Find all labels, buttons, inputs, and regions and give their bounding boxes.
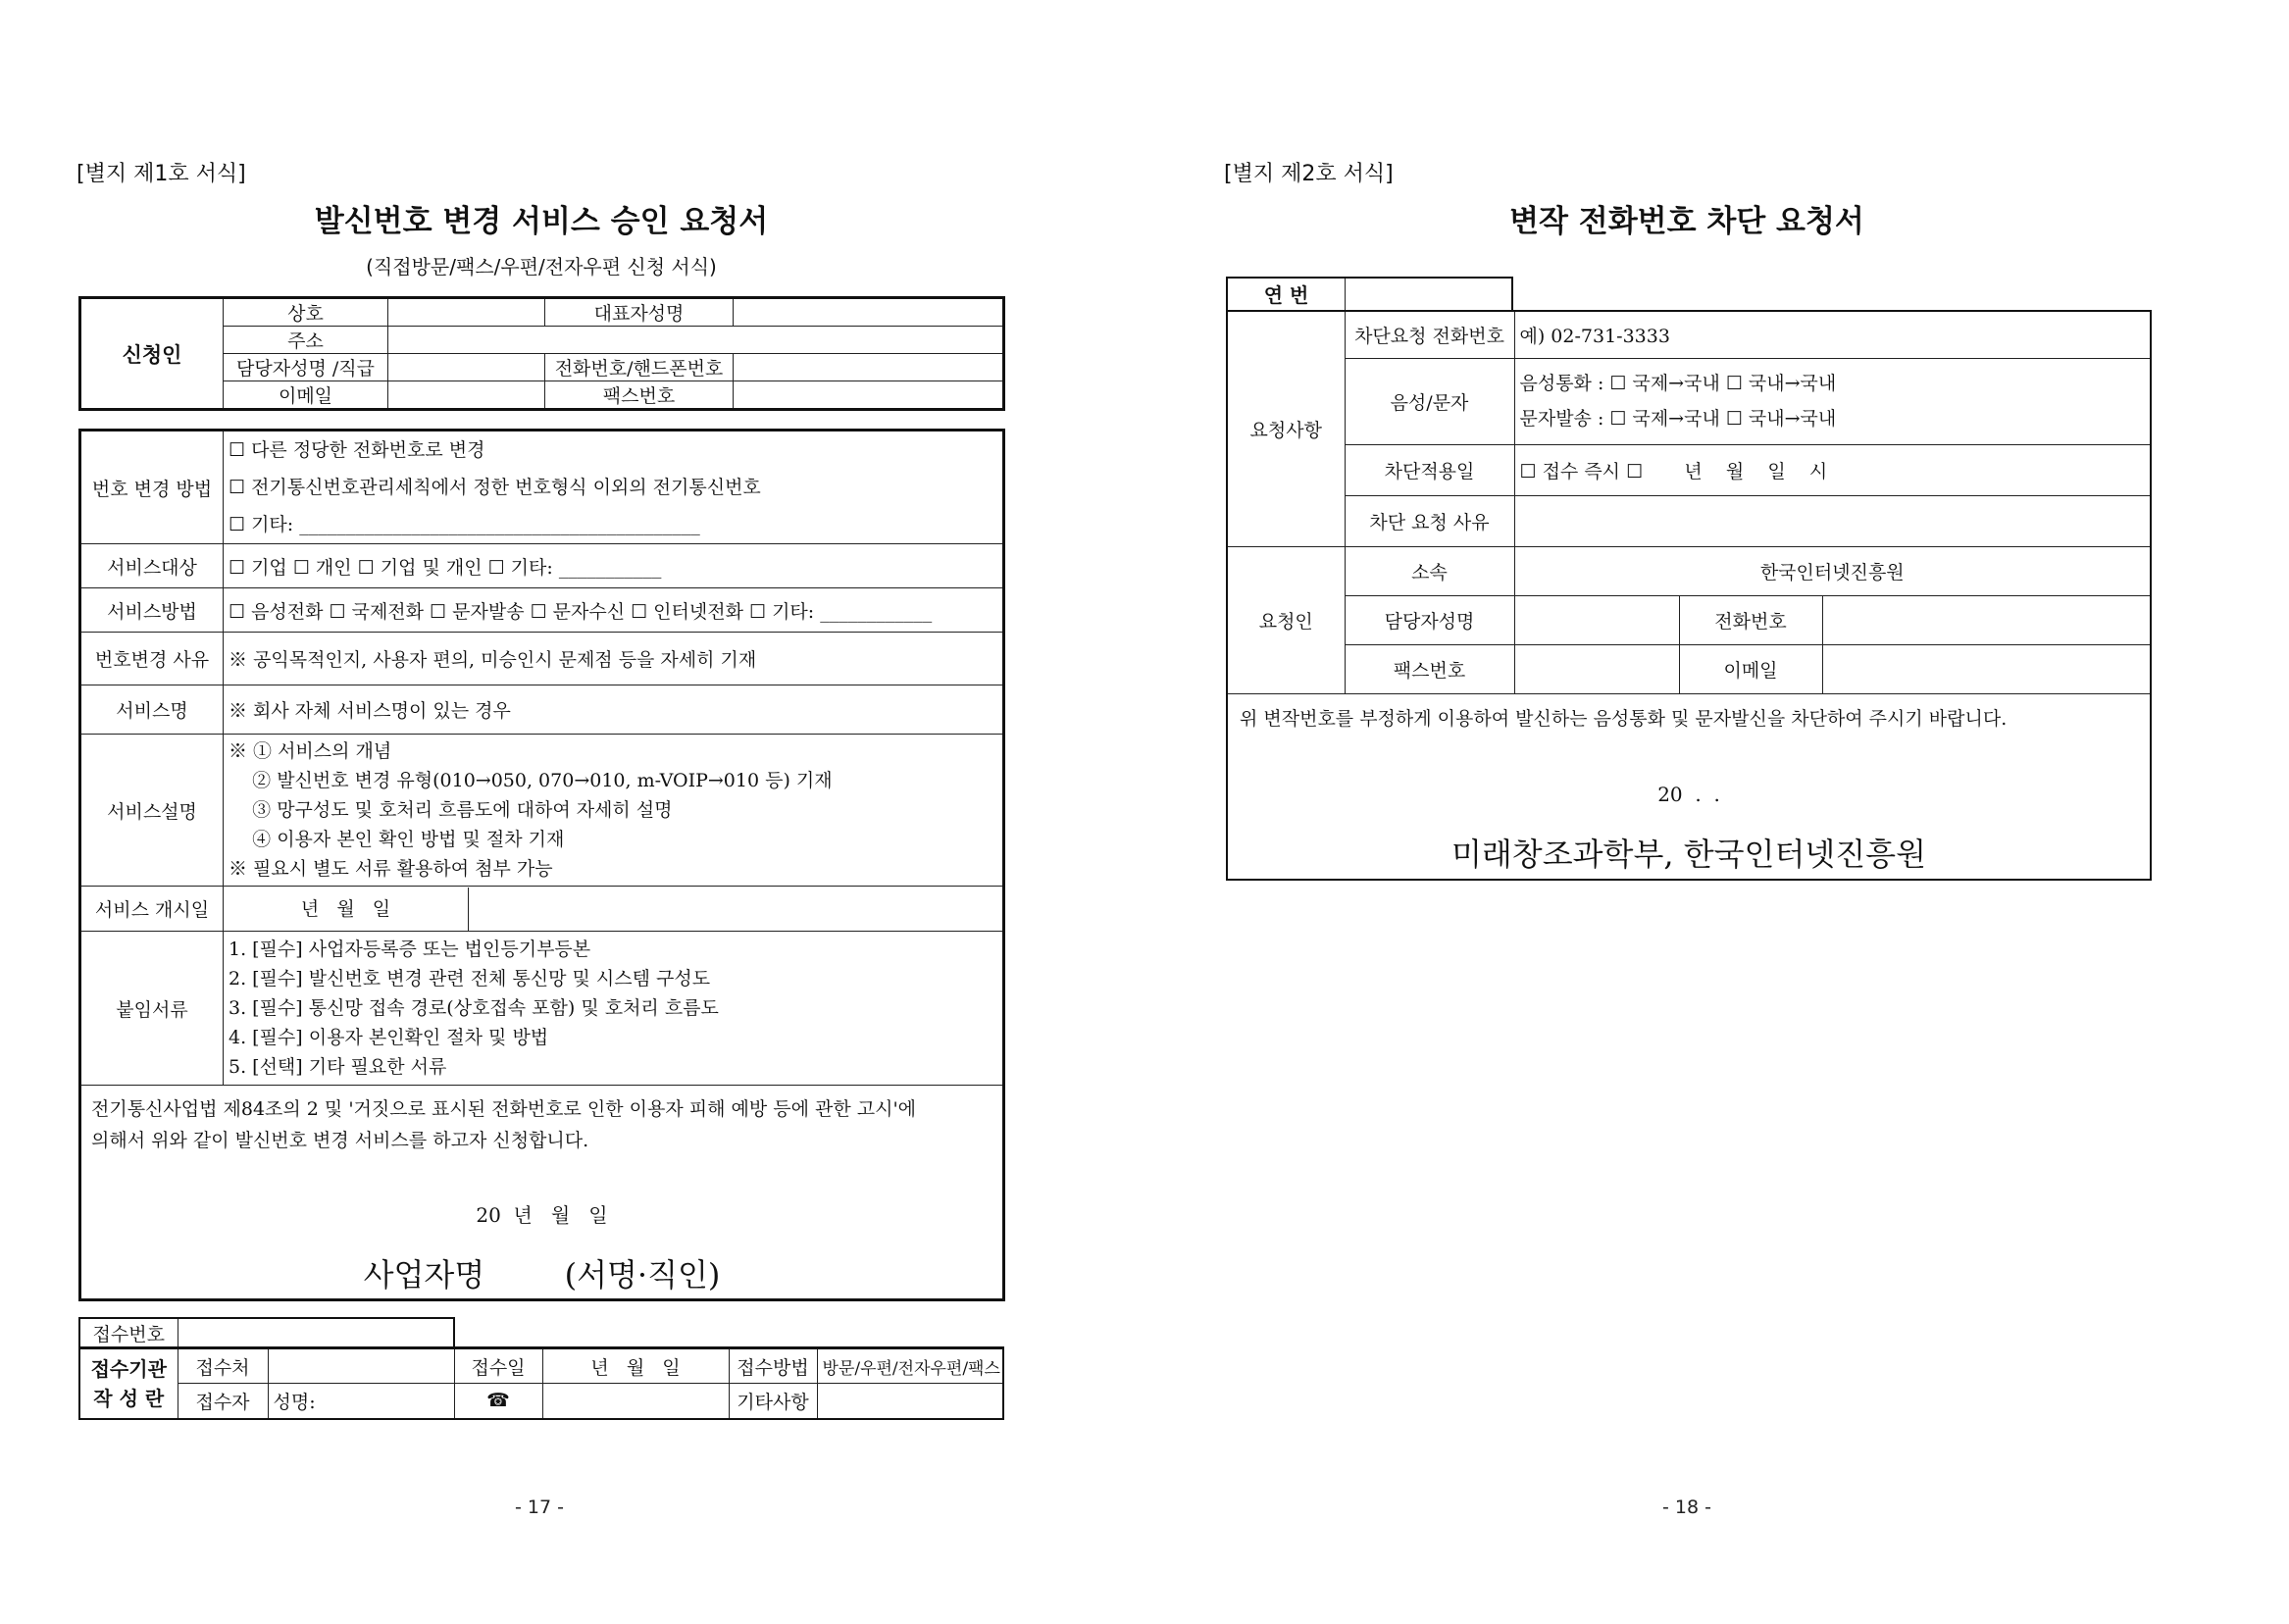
- page-number-left: - 17 -: [515, 1497, 564, 1518]
- address-label: 주소: [224, 327, 388, 354]
- requester-label: 요청인: [1227, 546, 1345, 693]
- org-label: 소속: [1345, 546, 1514, 595]
- change-method-label: 번호 변경 방법: [80, 431, 224, 544]
- service-description-label: 서비스설명: [80, 735, 224, 887]
- address-field[interactable]: [388, 327, 1004, 354]
- page-title-left: 발신번호 변경 서비스 승인 요청서: [314, 204, 769, 239]
- attachment-item: 3. [필수] 통신망 접속 경로(상호접속 포함) 및 호처리 흐름도: [229, 997, 719, 1019]
- phone-field-right[interactable]: [1822, 595, 2151, 644]
- statement-line-2: 의해서 위와 같이 발신번호 변경 서비스를 하고자 신청합니다.: [91, 1130, 589, 1151]
- receipt-number-field[interactable]: [178, 1318, 454, 1347]
- service-target-options[interactable]: ☐ 기업 ☐ 개인 ☐ 기업 및 개인 ☐ 기타: ___________: [224, 544, 1004, 588]
- misc-field[interactable]: [817, 1384, 1003, 1419]
- org-field[interactable]: 한국인터넷진흥원: [1514, 546, 2151, 595]
- receipt-place-field[interactable]: [268, 1348, 454, 1384]
- change-method-option-2[interactable]: ☐ 전기통신번호관리세칙에서 정한 번호형식 이외의 전기통신번호: [229, 477, 761, 498]
- manager-label: 담당자성명 /직급: [224, 354, 388, 381]
- manager-field-right[interactable]: [1514, 595, 1679, 644]
- misc-label: 기타사항: [729, 1384, 817, 1419]
- serial-label: 연 번: [1228, 279, 1346, 312]
- date-line-left: 20 년 월 일: [476, 1203, 608, 1227]
- email-label: 이메일: [224, 381, 388, 410]
- email-field[interactable]: [388, 381, 545, 410]
- page-number-right: - 18 -: [1662, 1497, 1711, 1518]
- receipt-number-table: [78, 1317, 455, 1348]
- ceo-field[interactable]: [734, 298, 1004, 327]
- receipt-table: [78, 1346, 1004, 1420]
- company-field[interactable]: [388, 298, 545, 327]
- voice-call-options[interactable]: 음성통화 : ☐ 국제→국내 ☐ 국내→국내: [1519, 373, 1837, 394]
- service-description-field[interactable]: [224, 735, 1004, 887]
- description-line: ※ ① 서비스의 개념: [229, 740, 392, 762]
- statement-block: [80, 1086, 1004, 1300]
- service-method-label: 서비스방법: [80, 588, 224, 633]
- attachments-list: [224, 932, 1004, 1086]
- receipt-number-label: 접수번호: [79, 1318, 178, 1347]
- change-method-options[interactable]: [224, 431, 1004, 544]
- apply-date-options[interactable]: ☐ 접수 즉시 ☐ 년 월 일 시: [1514, 444, 2151, 495]
- block-statement: 위 변작번호를 부정하게 이용하여 발신하는 음성통화 및 문자발신을 차단하여 주시기 바랍니다.: [1240, 707, 2008, 730]
- service-start-field[interactable]: [224, 887, 1004, 932]
- phone-icon: ☎: [454, 1384, 542, 1419]
- receipt-method-label: 접수방법: [729, 1348, 817, 1384]
- voice-sms-label: 음성/문자: [1345, 358, 1514, 444]
- signature-left[interactable]: 사업자명 (서명·직인): [363, 1256, 721, 1294]
- page-title-right: 변작 전화번호 차단 요청서: [1509, 204, 1864, 239]
- email-field-right[interactable]: [1822, 644, 2151, 693]
- change-reason-label: 번호변경 사유: [80, 633, 224, 685]
- apply-date-label: 차단적용일: [1345, 444, 1514, 495]
- company-label: 상호: [224, 298, 388, 327]
- attachment-item: 5. [선택] 기타 필요한 서류: [229, 1056, 447, 1078]
- description-line: ④ 이용자 본인 확인 방법 및 절차 기재: [229, 829, 565, 850]
- phone-field[interactable]: [734, 354, 1004, 381]
- change-method-option-3[interactable]: ☐ 기타: ___________________________________________: [229, 514, 700, 535]
- statement-line-1: 전기통신사업법 제84조의 2 및 '거짓으로 표시된 전화번호로 인한 이용자 피해 예방 등에 관한 고시'에: [91, 1098, 917, 1120]
- service-name-label: 서비스명: [80, 685, 224, 735]
- form-tag-right: [별지 제2호 서식]: [1224, 162, 1394, 186]
- serial-box: [1226, 277, 1513, 312]
- applicant-table: [78, 296, 1005, 411]
- receipt-method-field[interactable]: 방문/우편/전자우편/팩스: [817, 1348, 1003, 1384]
- email-label-right: 이메일: [1679, 644, 1822, 693]
- block-number-field[interactable]: 예) 02-731-3333: [1514, 311, 2151, 358]
- fax-field[interactable]: [734, 381, 1004, 410]
- service-target-label: 서비스대상: [80, 544, 224, 588]
- phone-label: 전화번호/핸드폰번호: [545, 354, 734, 381]
- receiver-name-field[interactable]: [268, 1384, 454, 1419]
- manager-label-right: 담당자성명: [1345, 595, 1514, 644]
- receiver-name-label: 성명:: [273, 1391, 316, 1413]
- ceo-label: 대표자성명: [545, 298, 734, 327]
- description-line: ② 발신번호 변경 유형(010→050, 070→010, m-VOIP→010 등) 기재: [229, 770, 833, 791]
- request-items-label: 요청사항: [1227, 311, 1345, 546]
- request-table: [78, 429, 1005, 1301]
- sms-options[interactable]: 문자발송 : ☐ 국제→국내 ☐ 국내→국내: [1519, 408, 1837, 430]
- fax-label-right: 팩스번호: [1345, 644, 1514, 693]
- receiver-phone-field[interactable]: [542, 1384, 729, 1419]
- block-reason-field[interactable]: [1514, 495, 2151, 546]
- change-reason-field[interactable]: ※ 공익목적인지, 사용자 편의, 미승인시 문제점 등을 자세히 기재: [224, 633, 1004, 685]
- block-request-table: [1226, 310, 2152, 881]
- phone-label-right: 전화번호: [1679, 595, 1822, 644]
- date-line-right: 20 . .: [1657, 782, 1720, 806]
- attachment-item: 2. [필수] 발신번호 변경 관련 전체 통신망 및 시스템 구성도: [229, 968, 711, 990]
- applicant-header: 신청인: [80, 298, 224, 410]
- block-reason-label: 차단 요청 사유: [1345, 495, 1514, 546]
- manager-field[interactable]: [388, 354, 545, 381]
- form-tag-left: [별지 제1호 서식]: [76, 162, 246, 186]
- receipt-date-field[interactable]: 년 월 일: [542, 1348, 729, 1384]
- service-method-options[interactable]: ☐ 음성전화 ☐ 국제전화 ☐ 문자발송 ☐ 문자수신 ☐ 인터넷전화 ☐ 기타: ____________: [224, 588, 1004, 633]
- fax-field-right[interactable]: [1514, 644, 1679, 693]
- attachment-item: 4. [필수] 이용자 본인확인 절차 및 방법: [229, 1027, 549, 1048]
- voice-sms-options[interactable]: [1514, 358, 2151, 444]
- block-number-label: 차단요청 전화번호: [1345, 311, 1514, 358]
- service-name-field[interactable]: ※ 회사 자체 서비스명이 있는 경우: [224, 685, 1004, 735]
- receiver-label: 접수자: [178, 1384, 268, 1419]
- agency-label-line-1: 접수기관: [90, 1356, 167, 1381]
- attachments-label: 붙임서류: [80, 932, 224, 1086]
- page-subtitle-left: (직접방문/팩스/우편/전자우편 신청 서식): [366, 255, 717, 279]
- service-start-date[interactable]: 년 월 일: [224, 888, 469, 931]
- service-start-label: 서비스 개시일: [80, 887, 224, 932]
- signature-right: 미래창조과학부, 한국인터넷진흥원: [1450, 835, 1927, 873]
- description-line: ※ 필요시 별도 서류 활용하여 첨부 가능: [229, 858, 553, 880]
- description-line: ③ 망구성도 및 호처리 흐름도에 대하여 자세히 설명: [229, 799, 673, 821]
- fax-label: 팩스번호: [545, 381, 734, 410]
- attachment-item: 1. [필수] 사업자등록증 또는 법인등기부등본: [229, 939, 591, 960]
- change-method-option-1[interactable]: ☐ 다른 정당한 전화번호로 변경: [229, 439, 485, 461]
- receipt-date-label: 접수일: [454, 1348, 542, 1384]
- block-statement-block: [1227, 693, 2151, 880]
- receipt-place-label: 접수처: [178, 1348, 268, 1384]
- receiving-agency-label: [79, 1348, 178, 1419]
- agency-label-line-2: 작 성 란: [93, 1386, 165, 1410]
